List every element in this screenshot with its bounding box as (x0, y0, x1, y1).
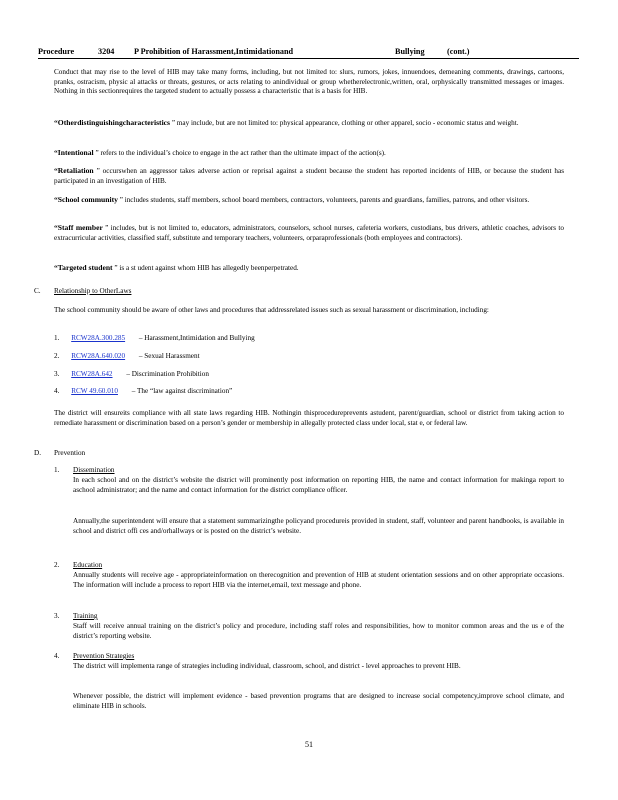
subsection-title: Training (73, 612, 98, 620)
definition-item (54, 166, 564, 186)
header-title: P Prohibition of Harassment,Intimidationand (134, 47, 294, 56)
definition-term: “Otherdistinguishingcharacteristics (54, 118, 171, 127)
section-c-closing: The district will ensureits compliance with all state laws regarding HIB. Nothingin thisprocedureprevents astudent, parent/guardian, school or district from taking action to remediate harassment or discrimination based on a person’s gender or membership in allegally protected class under local, stat e, or federal law. (54, 409, 564, 427)
section-c-body: The school community should be aware of other laws and procedures that addressrelated issues such as sexual harassment or discrimination, including: (54, 306, 489, 314)
list-number: 2. (54, 561, 60, 569)
procedure-header (38, 46, 579, 59)
law-list-item (54, 334, 255, 344)
rcw-link[interactable]: RCW28A.640.020 (71, 352, 126, 360)
subsection-paragraph: Annually students will receive age - appropriateinformation on therecognition and prevention of HIB at student orientation sessions and on other appropriate occasions. The information will include a process to report HIB via the internet,email, text message and phone. (73, 571, 564, 589)
definition-item (54, 118, 564, 129)
law-description: – The “law against discrimination” (131, 387, 233, 395)
section-c-letter: C. (34, 287, 41, 295)
definition-term: “School community (54, 195, 118, 204)
section-d-letter: D. (34, 449, 41, 457)
list-number: 1. (54, 466, 60, 474)
list-number: 4. (54, 387, 60, 395)
list-number: 3. (54, 612, 60, 620)
list-number: 3. (54, 370, 60, 378)
subsection-title: Education (73, 561, 103, 569)
definition-item (54, 263, 564, 274)
definition-term: “Intentional (54, 148, 94, 157)
law-description: – Harassment,Intimidation and Bullying (138, 334, 255, 342)
section-c-title: Relationship to OtherLaws (54, 287, 132, 295)
rcw-link[interactable]: RCW28A.642 (71, 370, 113, 378)
subsection-paragraph: Whenever possible, the district will implement evidence - based prevention programs that are designed to increase social competency,improve school climate, and eliminate HIB in schools. (73, 692, 564, 710)
list-number: 1. (54, 334, 60, 342)
subsection-paragraph: Annually,the superintendent will ensure that a statement summarizingthe policyand procedureis provided in student, staff, volunteer and parent handbooks, is available in school and district offi ces and/orhallways or is posted on the district’s website. (73, 517, 564, 535)
header-continued: (cont.) (447, 47, 470, 56)
intro-paragraph: Conduct that may rise to the level of HIB may take many forms, including, but not limited to: slurs, rumors, jokes, innuendoes, demeaning comments, drawings, cartoons, pranks, ostracism, physic al attacks or threats, gestures, or acts relating to anindividual or group whetherelectronic,written, oral, orphysically transmitted messages or images. Nothing in this sectionrequires the targeted student to actually possess a characteristic that is a basis for HIB. (54, 68, 564, 96)
page-number: 51 (305, 740, 313, 749)
header-procedure-number: 3204 (98, 47, 115, 56)
definition-text: ” includes students, staff members, school board members, contractors, volunteers, parents and guardians, families, patrons, and other visitors. (119, 196, 530, 204)
subsection-paragraph: In each school and on the district’s website the district will prominently post information on reporting HIB, the name and contact information for makinga report to aschool administrator; and the name and contact information for the district compliance officer. (73, 476, 564, 494)
definition-term: “Targeted student (54, 263, 113, 272)
rcw-link[interactable]: RCW28A.300.285 (71, 334, 126, 342)
law-list-item (54, 352, 200, 362)
definition-text: ” refers to the individual’s choice to engage in the act rather than the ultimate impact of the action(s). (95, 149, 386, 157)
definition-text: ” may include, but are not limited to: physical appearance, clothing or other apparel, socio - economic status and weight. (171, 119, 519, 127)
rcw-link[interactable]: RCW 49.60.010 (71, 387, 118, 395)
list-number: 2. (54, 352, 60, 360)
definition-term: “Retaliation (54, 166, 94, 175)
law-list-item (54, 370, 209, 380)
section-d-title: Prevention (54, 449, 86, 457)
definition-text: ” occurswhen an aggressor takes adverse action or reprisal against a student because the student has reported incidents of HIB, or because the student has participated in an investigation of HIB. (54, 167, 564, 185)
definition-item (54, 148, 564, 159)
definition-term: “Staff member (54, 223, 103, 232)
subsection-title: Dissemination (73, 466, 115, 474)
list-number: 4. (54, 652, 60, 660)
definition-text: ” includes, but is not limited to, educators, administrators, counselors, school nurses, cafeteria workers, custodians, bus drivers, athletic coaches, advisors to extracurricular activities, classified staff, substitute and temporary teachers, volunteers, orparaprofessionals (both employees and contractors). (54, 224, 565, 242)
law-description: – Sexual Harassment (138, 352, 200, 360)
subsection-paragraph: Staff will receive annual training on the district’s policy and procedure, including staff roles and responsibilities, how to monitor common areas and the us e of the district’s reporting website. (73, 622, 564, 640)
header-title-end: Bullying (395, 47, 425, 56)
law-list-item (54, 387, 232, 397)
header-procedure-label: Procedure (38, 47, 75, 56)
definition-item (54, 223, 564, 243)
definition-item (54, 195, 564, 206)
subsection-paragraph: The district will implementa range of strategies including individual, classroom, school, and district - level approaches to prevent HIB. (73, 662, 461, 670)
law-description: – Discrimination Prohibition (126, 370, 209, 378)
definition-text: ” is a st udent against whom HIB has allegedly beenperpetrated. (114, 264, 299, 272)
subsection-title: Prevention Strategies (73, 652, 135, 660)
